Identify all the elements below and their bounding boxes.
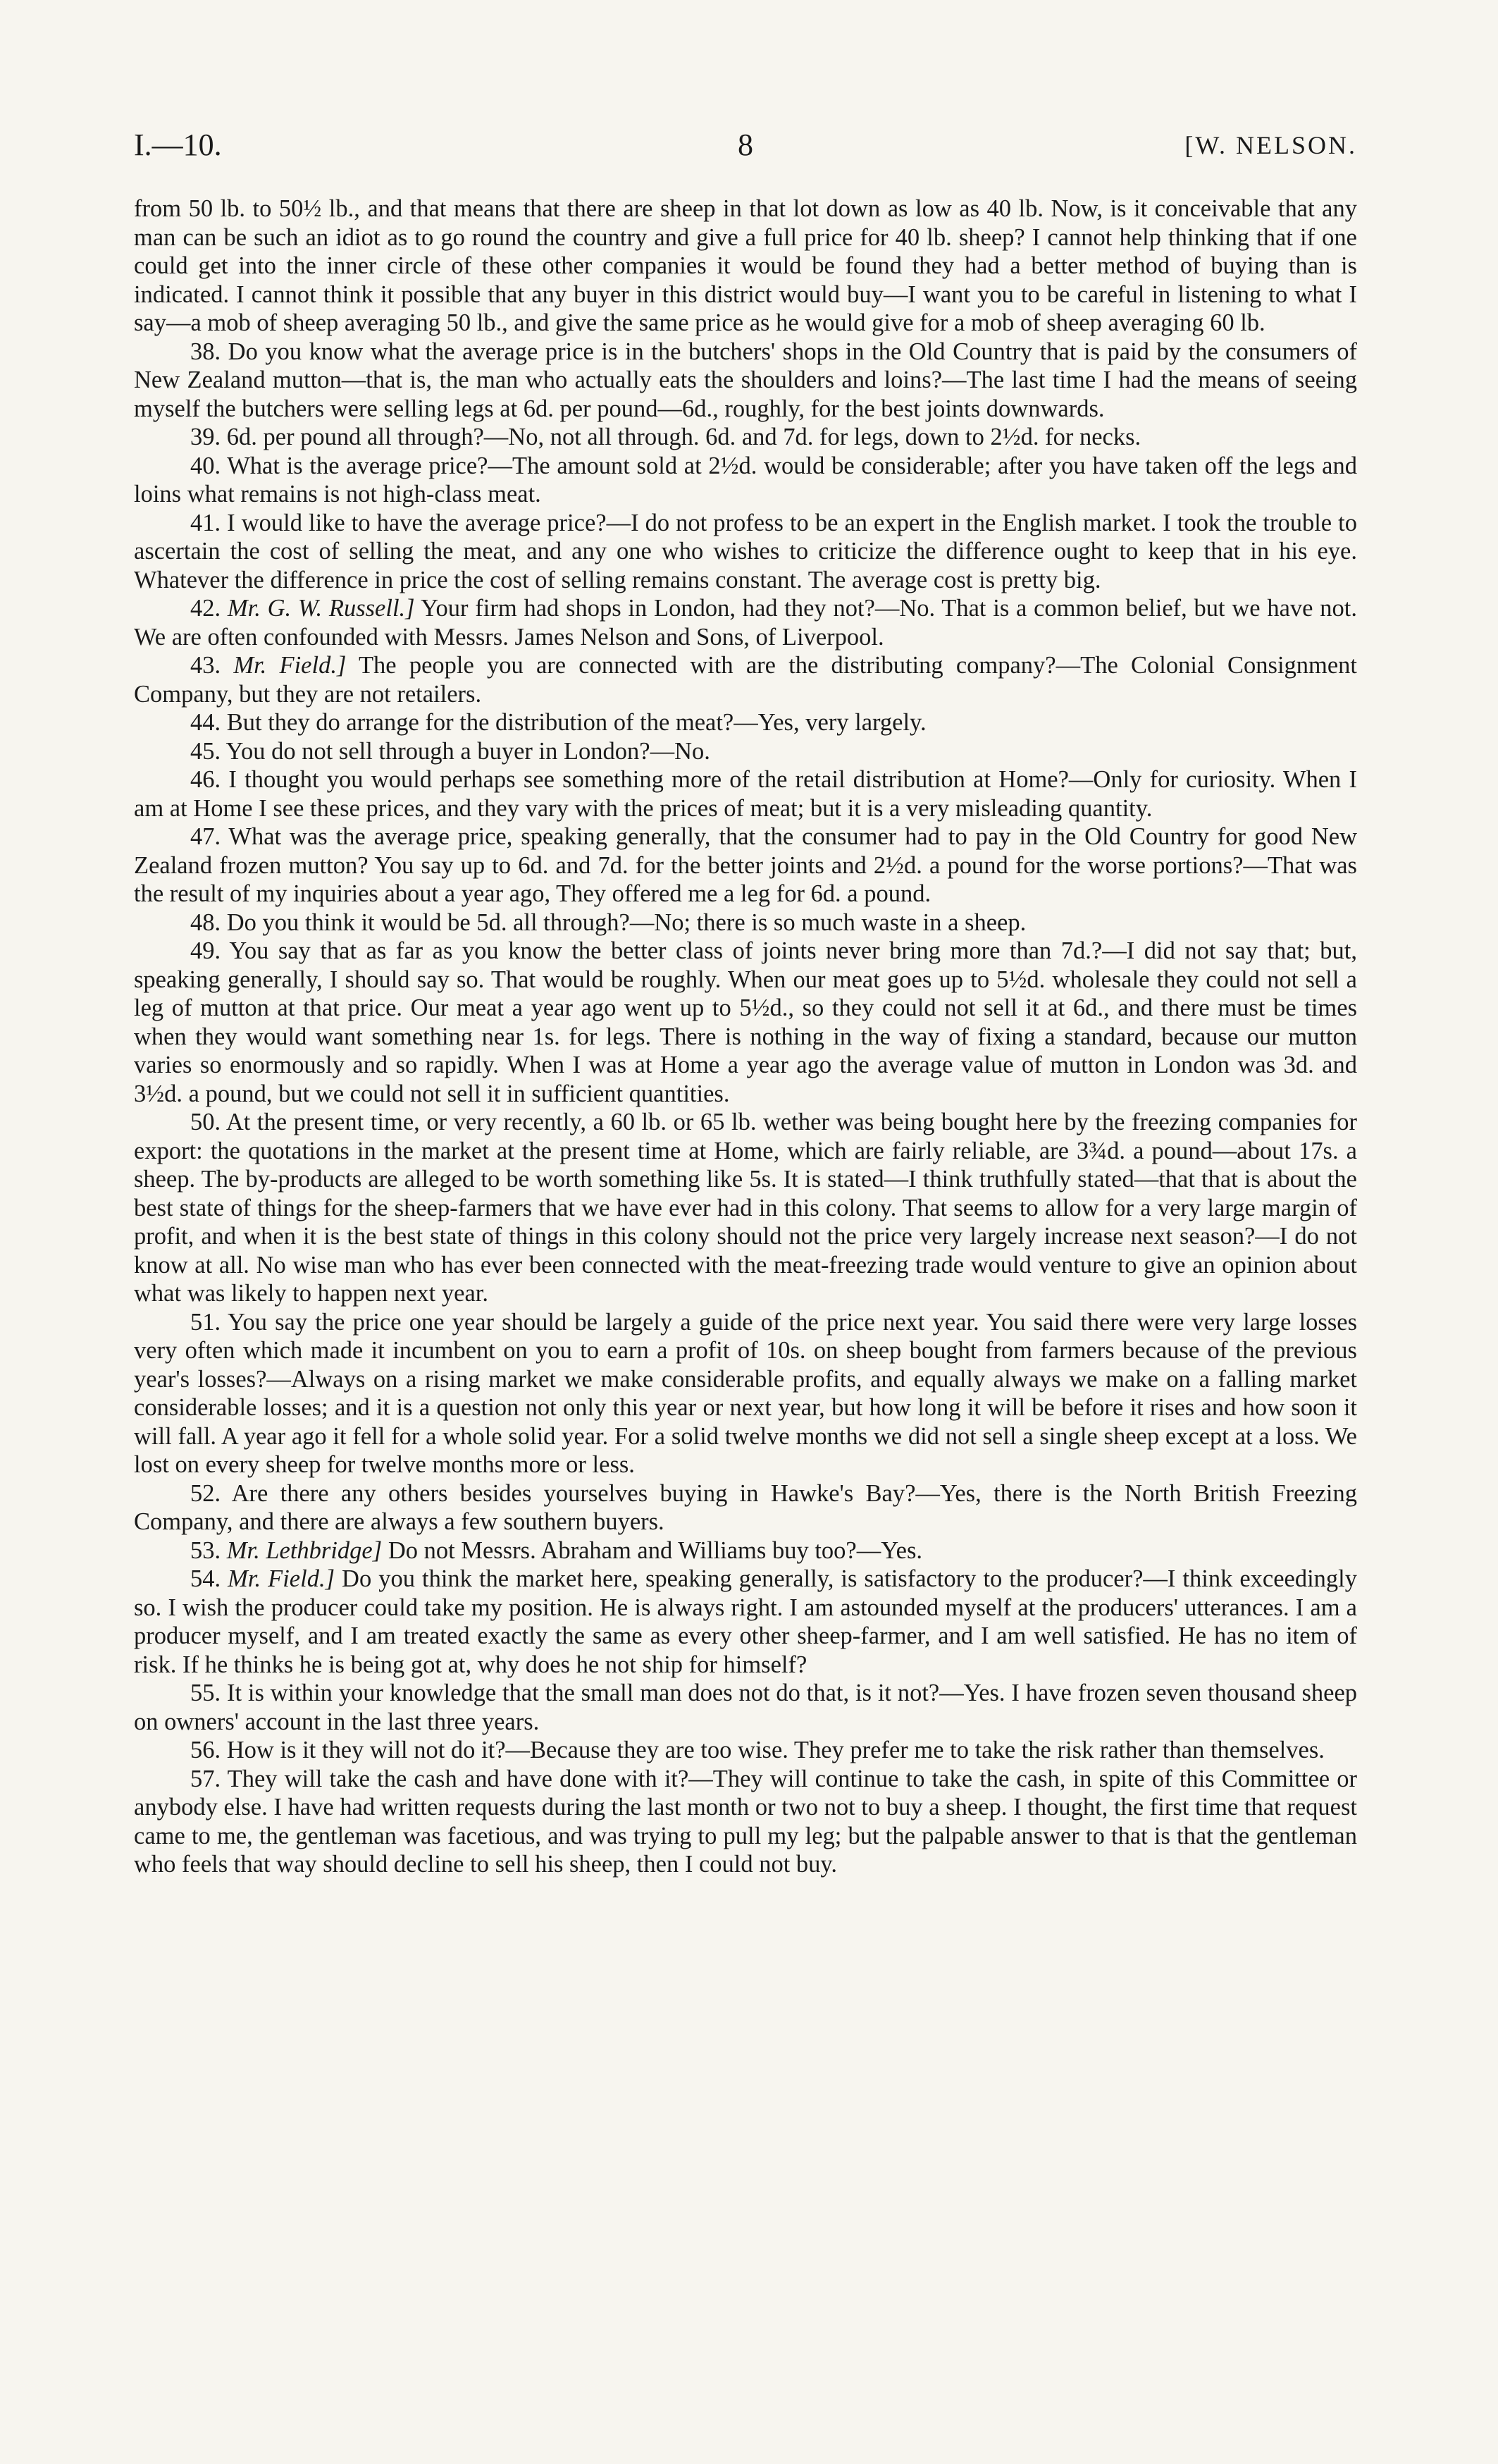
question-paragraph: [134, 423, 1357, 452]
question-paragraph: [134, 1308, 1357, 1479]
question-answer-text: Do not Messrs. Abraham and Williams buy too?—Yes.: [388, 1536, 923, 1564]
question-answer-text: Are there any others besides yourselves buying in Hawke's Bay?—Yes, there is the North British Freezing Company, and there are always a few southern buyers.: [134, 1479, 1357, 1535]
question-paragraph: [134, 338, 1357, 424]
question-paragraph: [134, 594, 1357, 651]
question-number: 44.: [190, 709, 221, 736]
question-number: 42.: [190, 595, 221, 622]
question-paragraph: [134, 1108, 1357, 1308]
questioner-name: Mr. Field.]: [233, 652, 347, 679]
question-number: 45.: [190, 737, 221, 765]
questioner-name: Mr. Field.]: [228, 1565, 335, 1592]
question-number: 55.: [190, 1680, 221, 1706]
page-number: 8: [738, 128, 753, 162]
question-answer-text: You say that as far as you know the better class of joints never bring more than 7d.?—I did not say that; but, speaking generally, I should say so. That would be roughly. When our meat goes up to 5½d. wholesale they could not sell a leg of mutton at that price. Our meat a year ago went up to 5½d., so they could not sell it at 6d., and there must be times when they would want something near 1s. for legs. There is nothing in the way of fixing a standard, because our mutton varies so enormously and so rapidly. When I was at Home a year ago the average value of mutton in London was 3d. and 3½d. a pound, but we could not sell it in sufficient quantities.: [134, 937, 1357, 1107]
question-paragraph: [134, 1679, 1357, 1736]
question-number: 56.: [190, 1737, 221, 1763]
questioner-name: Mr. Lethbridge]: [226, 1536, 383, 1564]
question-number: 48.: [190, 908, 221, 936]
question-paragraph: [134, 452, 1357, 509]
question-paragraph: [134, 1736, 1357, 1765]
question-number: 49.: [190, 937, 221, 964]
question-answer-text: I thought you would perhaps see something more of the retail distribution at Home?—Only for curiosity. When I am at Home I see these prices, and they vary with the prices of meat; but it is a very misleading quantity.: [134, 766, 1358, 822]
question-number: 54.: [190, 1565, 221, 1592]
question-paragraph: [134, 937, 1357, 1108]
question-answer-text: But they do arrange for the distribution of the meat?—Yes, very largely.: [226, 709, 927, 736]
question-answer-text: I would like to have the average price?—I do not profess to be an expert in the English market. I took the trouble to ascertain the cost of selling the meat, and any one who wishes to criticize the difference ought to keep that in his eye. Whatever the difference in price the cost of selling remains constant. The average cost is pretty big.: [134, 509, 1357, 593]
document-reference: I.—10.: [134, 128, 222, 162]
question-number: 39.: [190, 424, 221, 450]
question-paragraph: [134, 651, 1357, 708]
question-paragraph: [134, 823, 1357, 908]
question-number: 53.: [190, 1536, 221, 1564]
question-number: 57.: [190, 1765, 221, 1792]
question-answer-text: Do you think it would be 5d. all through?—No; there is so much waste in a sheep.: [226, 908, 1027, 936]
document-body: [134, 195, 1357, 1879]
question-answer-text: At the present time, or very recently, a 60 lb. or 65 lb. wether was being bought here by the freezing companies for export: the quotations in the market at the present time at Home, which are fairly reliable, are 3¾d. a pound—about 17s. a sheep. The by-products are alleged to be worth something like 5s. It is stated—I think truthfully stated—that that is about the best state of things for the sheep-farmers that we have ever had in this colony. That seems to allow for a very large margin of profit, and when it is the best state of things in this colony should not the price very largely increase next season?—I do not know at all. No wise man who has ever been connected with the meat-freezing trade would venture to give an opinion about what was likely to happen next year.: [134, 1109, 1357, 1307]
question-number: 52.: [190, 1479, 221, 1507]
question-answer-text: You do not sell through a buyer in London?—No.: [225, 737, 710, 765]
question-number: 40.: [190, 452, 221, 479]
question-answer-text: What was the average price, speaking generally, that the consumer had to pay in the Old Country for good New Zealand frozen mutton? You say up to 6d. and 7d. for the better joints and 2½d. a pound for the worse portions?—That was the result of my inquiries about a year ago, They offered me a leg for 6d. a pound.: [134, 823, 1357, 907]
question-number: 47.: [190, 823, 221, 850]
question-answer-text: Do you know what the average price is in the butchers' shops in the Old Country that is paid by the consumers of New Zealand mutton—that is, the man who actually eats the shoulders and loins?—The last time I had the means of seeing myself the butchers were selling legs at 6d. per pound—6d., roughly, for the best joints downwards.: [134, 338, 1358, 422]
question-paragraph: [134, 1565, 1357, 1679]
question-paragraph: [134, 1536, 1357, 1565]
question-answer-text: 6d. per pound all through?—No, not all through. 6d. and 7d. for legs, down to 2½d. for necks.: [226, 424, 1141, 450]
question-answer-text: It is within your knowledge that the small man does not do that, is it not?—Yes. I have frozen seven thousand sheep on owners' account in the last three years.: [134, 1680, 1358, 1735]
question-number: 43.: [190, 652, 221, 679]
question-answer-text: You say the price one year should be largely a guide of the price next year. You said there were very large losses very often which made it incumbent on you to earn a profit of 10s. on sheep bought from farmers because of the previous year's losses?—Always on a rising market we make considerable profits, and equally always we make on a falling market considerable losses; and it is a question not only this year or next year, but how long it will be before it rises and how soon it will fall. A year ago it fell for a whole solid year. For a solid twelve months we did not sell a single sheep except at a loss. We lost on every sheep for twelve months more or less.: [134, 1308, 1357, 1478]
question-paragraph: [134, 908, 1357, 937]
question-number: 46.: [190, 766, 221, 793]
question-answer-text: Do you think the market here, speaking generally, is satisfactory to the producer?—I think exceedingly so. I wish the producer could take my position. He is always right. I am astounded myself at the producers' utterances. I am a producer myself, and I am treated exactly the same as every other sheep-farmer, and I am well satisfied. He has no item of risk. If he thinks he is being got at, why does he not ship for himself?: [134, 1565, 1358, 1678]
question-number: 41.: [190, 509, 221, 536]
question-paragraph: [134, 765, 1357, 823]
question-paragraph: [134, 737, 1357, 766]
question-answer-text: The people you are connected with are the distributing company?—The Colonial Consignment Company, but they are not retailers.: [134, 652, 1358, 708]
question-paragraph: [134, 708, 1357, 737]
question-number: 38.: [190, 338, 221, 365]
question-paragraph: [134, 1479, 1357, 1536]
witness-name: [W. NELSON.: [1184, 131, 1357, 159]
question-answer-text: How is it they will not do it?—Because they are too wise. They prefer me to take the risk rather than themselves.: [226, 1737, 1325, 1763]
questioner-name: Mr. G. W. Russell.]: [227, 595, 415, 622]
question-number: 50.: [190, 1109, 221, 1135]
page-header: [134, 124, 1357, 166]
continued-paragraph: from 50 lb. to 50½ lb., and that means that there are sheep in that lot down as low as 40 lb. Now, is it conceivable that any man can be such an idiot as to go round the country and give a full price for 40 lb. sheep? I cannot help thinking that if one could get into the inner circle of these other companies it would be found they had a better method of buying than is indicated. I cannot think it possible that any buyer in this district would buy—I want you to be careful in listening to what I say—a mob of sheep averaging 50 lb., and give the same price as he would give for a mob of sheep averaging 60 lb.: [134, 195, 1357, 336]
question-answer-text: They will take the cash and have done with it?—They will continue to take the cash, in spite of this Committee or anybody else. I have had written requests during the last month or two not to buy a sheep. I thought, the first time that request came to me, the gentleman was facetious, and was trying to pull my leg; but the palpable answer to that is that the gentleman who feels that way should decline to sell his sheep, then I could not buy.: [134, 1765, 1357, 1878]
question-answer-text: Your firm had shops in London, had they not?—No. That is a common belief, but we have not. We are often confounded with Messrs. James Nelson and Sons, of Liverpool.: [134, 595, 1357, 651]
question-answer-text: What is the average price?—The amount sold at 2½d. would be considerable; after you have taken off the legs and loins what remains is not high-class meat.: [134, 452, 1357, 507]
question-paragraph: [134, 509, 1357, 595]
question-number: 51.: [190, 1308, 221, 1336]
question-paragraph: [134, 1765, 1357, 1879]
